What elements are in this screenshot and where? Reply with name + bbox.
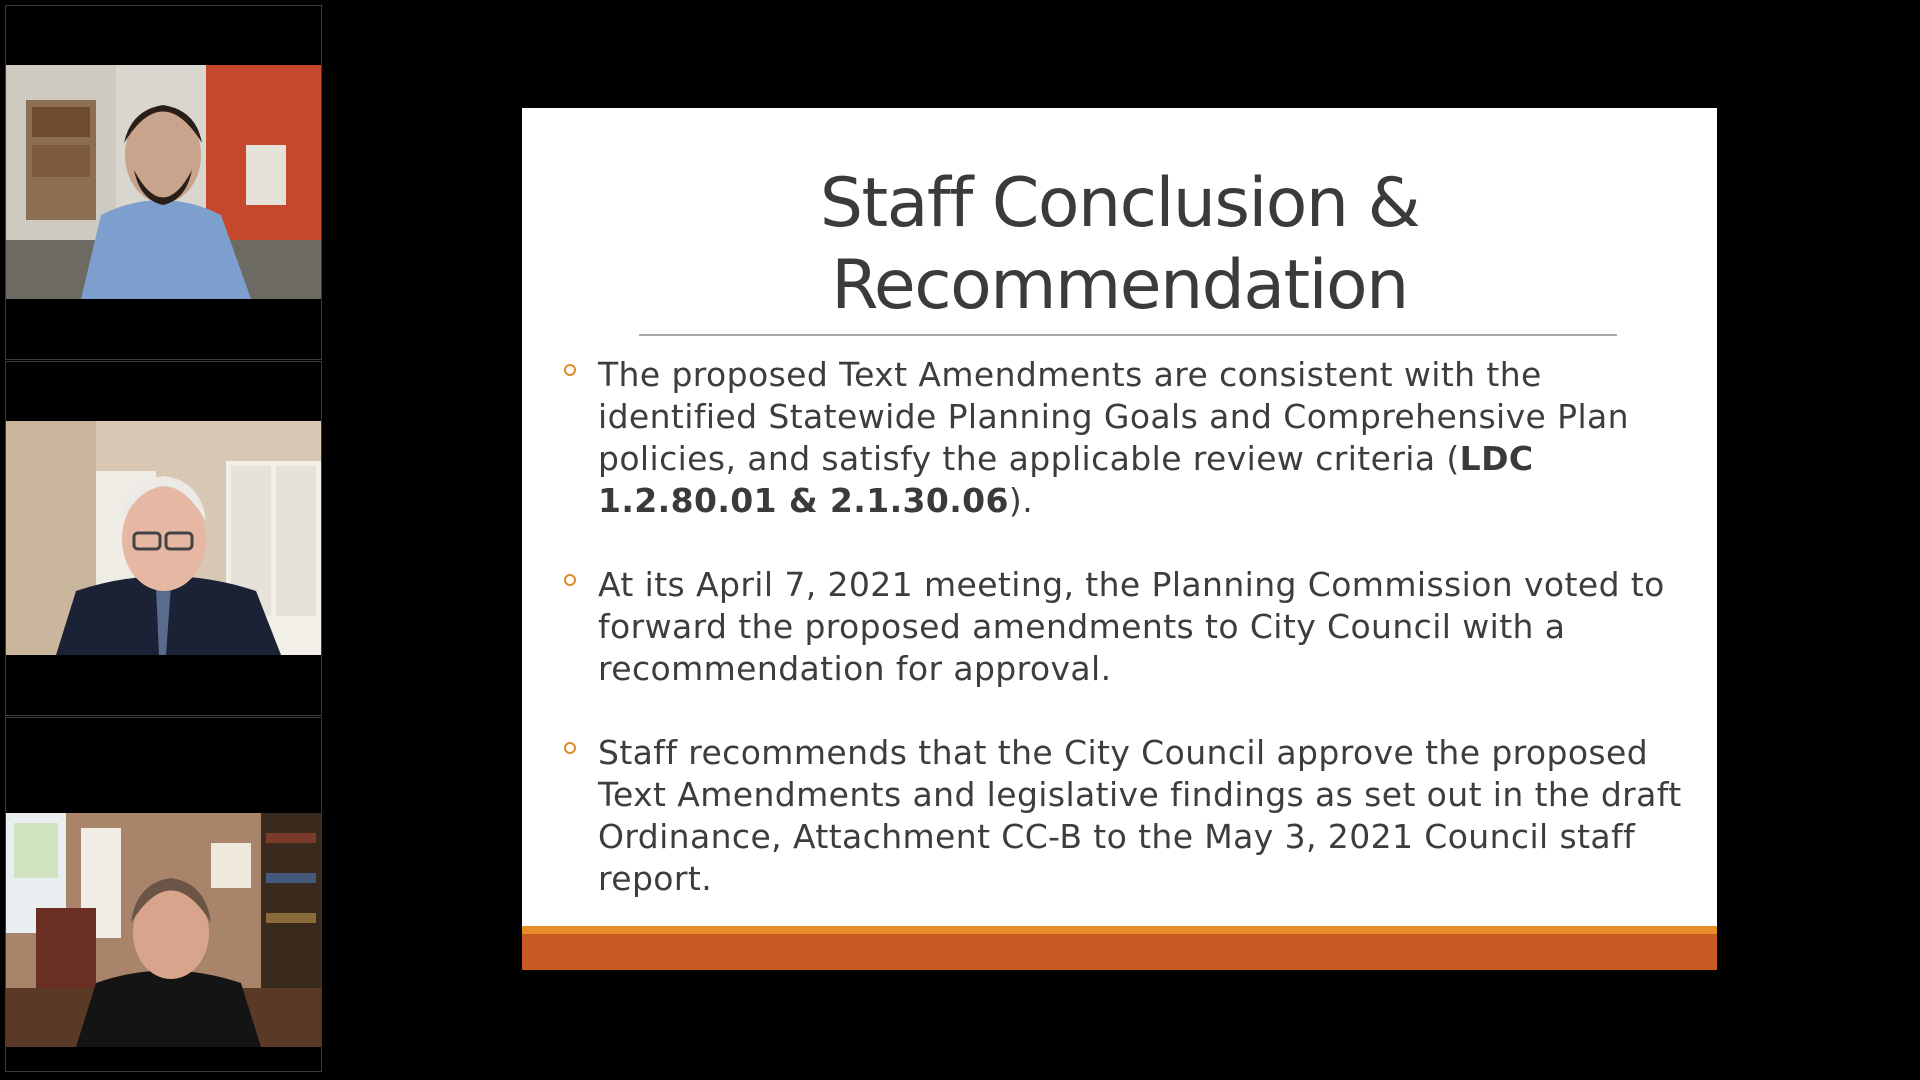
slide-footer-accent [522, 926, 1717, 934]
bullet-text-bold: LDC 1.2.80.01 & 2.1.30.06 [598, 439, 1534, 520]
bullet-item [564, 354, 1694, 522]
bullet-item [564, 564, 1694, 690]
bullet-text-part: ). [1008, 481, 1034, 520]
bullet-text-part: The proposed Text Amendments are consistent with the identified Statewide Planning Goals and Comprehensive Plan policies, and satisfy the applicable review criteria ( [598, 355, 1629, 478]
participant-video [6, 65, 321, 299]
slide-title-line: Recommendation [831, 246, 1408, 325]
webcam-feed-woman-home-office [6, 813, 321, 1047]
slide-footer-bar [522, 934, 1717, 970]
participant-tile[interactable] [5, 361, 322, 716]
webcam-feed-older-man-suit [6, 421, 321, 655]
slide-title [522, 163, 1717, 327]
participant-gallery [5, 5, 322, 1075]
bullet-item [564, 732, 1694, 900]
bullet-circle-icon [564, 364, 576, 376]
bullet-list [564, 354, 1694, 942]
webcam-feed-young-man-headset [6, 65, 321, 299]
bullet-circle-icon [564, 574, 576, 586]
slide-title-line: Staff Conclusion & [819, 164, 1420, 243]
bullet-text [598, 355, 1629, 520]
participant-video [6, 421, 321, 655]
title-divider [639, 334, 1617, 336]
participant-tile[interactable] [5, 5, 322, 360]
participant-video [6, 813, 321, 1047]
participant-tile[interactable] [5, 717, 322, 1072]
bullet-text: At its April 7, 2021 meeting, the Planning Commission voted to forward the proposed amendments to City Council with a recommendation for approval. [598, 565, 1665, 688]
bullet-circle-icon [564, 742, 576, 754]
bullet-text: Staff recommends that the City Council approve the proposed Text Amendments and legislative findings as set out in the draft Ordinance, Attachment CC-B to the May 3, 2021 Council staff report. [598, 733, 1682, 898]
presentation-slide [522, 108, 1717, 970]
